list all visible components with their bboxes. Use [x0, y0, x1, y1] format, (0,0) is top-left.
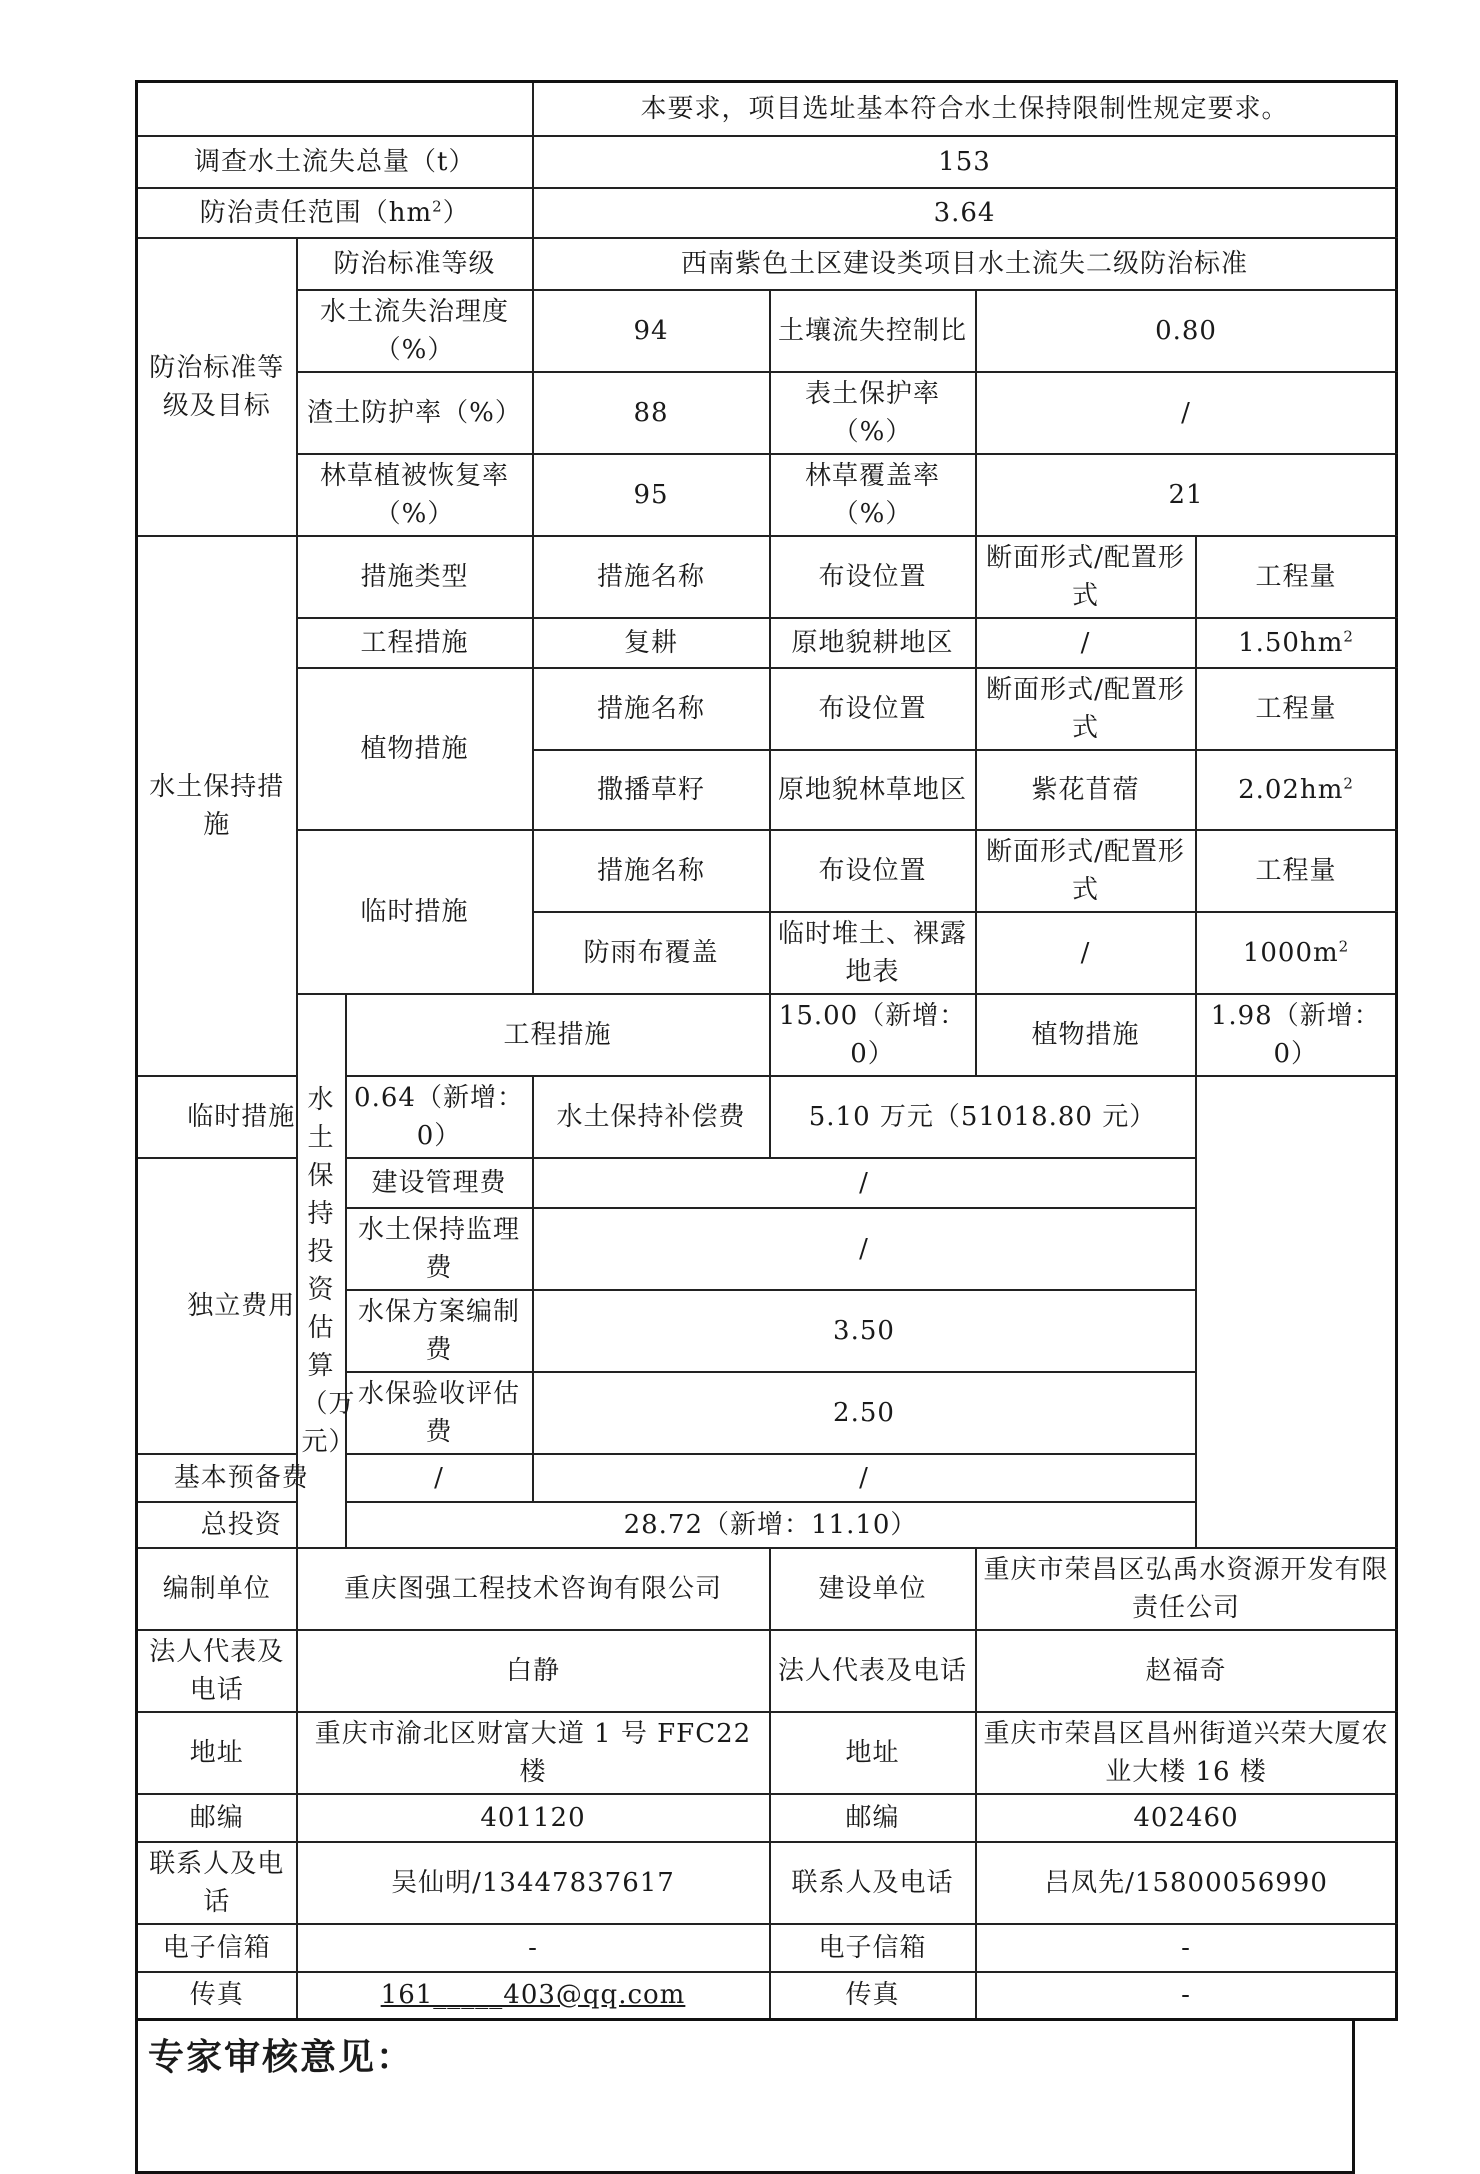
soil-loss-total-label: 调查水土流失总量（t）: [137, 136, 533, 188]
fee-label: 水土保持监理费: [346, 1208, 533, 1290]
plant-form-header: 断面形式/配置形式: [976, 668, 1196, 750]
email-label: 电子信箱: [137, 1924, 297, 1972]
responsibility-scope-value: 3.64: [533, 188, 1397, 238]
builder-label: 建设单位: [770, 1548, 976, 1630]
address-b: 重庆市荣昌区昌州街道兴荣大厦农业大楼 16 楼: [976, 1712, 1397, 1794]
soil-loss-total-value: 153: [533, 136, 1397, 188]
standard-section-label: 防治标准等级及目标: [137, 238, 297, 536]
loss-control-ratio-label: 土壤流失控制比: [770, 290, 976, 372]
location-compliance-note: 本要求，项目选址基本符合水土保持限制性规定要求。: [533, 82, 1397, 136]
contact-person-label: 联系人及电话: [137, 1842, 297, 1924]
temporary-location-header: 布设位置: [770, 830, 976, 912]
measure-location-header: 布设位置: [770, 536, 976, 618]
address-label-b: 地址: [770, 1712, 976, 1794]
plant-name-header: 措施名称: [533, 668, 770, 750]
engineering-measure-quantity: $1.50hm^2$: [1196, 618, 1397, 668]
blank-cell: [137, 82, 533, 136]
plant-measure-location: 原地貌林草地区: [770, 750, 976, 830]
loss-control-ratio-value: 0.80: [976, 290, 1397, 372]
vegetation-recovery-rate-label: 林草植被恢复率（%）: [297, 454, 533, 536]
temporary-name-header: 措施名称: [533, 830, 770, 912]
temporary-measure-name: 防雨布覆盖: [533, 912, 770, 994]
email-b: -: [976, 1924, 1397, 1972]
fee-label: 水保方案编制费: [346, 1290, 533, 1372]
plant-quantity-header: 工程量: [1196, 668, 1397, 750]
grade-value: 西南紫色土区建设类项目水土流失二级防治标准: [533, 238, 1397, 290]
measures-section-label: 水土保持措施: [137, 536, 297, 1076]
postcode-a: 401120: [297, 1794, 770, 1842]
vegetation-coverage-rate-value: 21: [976, 454, 1397, 536]
compiler-label: 编制单位: [137, 1548, 297, 1630]
expert-review-box: [135, 2021, 1355, 2174]
reserve-fee-value-a: /: [346, 1454, 533, 1502]
total-investment-label: 总投资: [137, 1502, 346, 1548]
fax-b: -: [976, 1972, 1397, 2020]
plant-measure-name: 撒播草籽: [533, 750, 770, 830]
temporary-measure-type: 临时措施: [297, 830, 533, 994]
reserve-fee-value-b: /: [533, 1454, 1196, 1502]
fax-label-b: 传真: [770, 1972, 976, 2020]
plant-location-header: 布设位置: [770, 668, 976, 750]
engineering-measure-form: /: [976, 618, 1196, 668]
treatment-rate-label: 水土流失治理度（%）: [297, 290, 533, 372]
plant-measure-type: 植物措施: [297, 668, 533, 830]
temporary-form-header: 断面形式/配置形式: [976, 830, 1196, 912]
measure-form-header: 断面形式/配置形式: [976, 536, 1196, 618]
inv-temporary-label: 临时措施: [137, 1076, 346, 1158]
spoil-protection-rate-label: 渣土防护率（%）: [297, 372, 533, 454]
address-label: 地址: [137, 1712, 297, 1794]
contact-person-a: 吴仙明/13447837617: [297, 1842, 770, 1924]
independent-fee-label: 独立费用: [137, 1158, 346, 1454]
legal-rep-label-b: 法人代表及电话: [770, 1630, 976, 1712]
postcode-label: 邮编: [137, 1794, 297, 1842]
email-a: -: [297, 1924, 770, 1972]
postcode-b: 402460: [976, 1794, 1397, 1842]
topsoil-protection-rate-value: /: [976, 372, 1397, 454]
email-label-b: 电子信箱: [770, 1924, 976, 1972]
measure-quantity-header: 工程量: [1196, 536, 1397, 618]
postcode-label-b: 邮编: [770, 1794, 976, 1842]
vegetation-coverage-rate-label: 林草覆盖率（%）: [770, 454, 976, 536]
reserve-fee-label: 基本预备费: [137, 1454, 346, 1502]
contact-person-label-b: 联系人及电话: [770, 1842, 976, 1924]
engineering-measure-location: 原地貌耕地区: [770, 618, 976, 668]
contact-person-b: 吕凤先/15800056990: [976, 1842, 1397, 1924]
temporary-quantity-header: 工程量: [1196, 830, 1397, 912]
fee-label: 建设管理费: [346, 1158, 533, 1208]
compiler-value: 重庆图强工程技术咨询有限公司: [297, 1548, 770, 1630]
address-a: 重庆市渝北区财富大道 1 号 FFC22 楼: [297, 1712, 770, 1794]
plant-measure-quantity: $2.02hm^2$: [1196, 750, 1397, 830]
engineering-measure-type: 工程措施: [297, 618, 533, 668]
measure-name-header: 措施名称: [533, 536, 770, 618]
spoil-protection-rate-value: 88: [533, 372, 770, 454]
form-page: [135, 80, 1389, 2174]
topsoil-protection-rate-label: 表土保护率（%）: [770, 372, 976, 454]
temporary-measure-quantity: $1000m^2$: [1196, 912, 1397, 994]
compensation-fee-label: 水土保持补偿费: [533, 1076, 770, 1158]
fax-a: 161_____403@qq.com: [297, 1972, 770, 2020]
fee-value: /: [533, 1158, 1196, 1208]
inv-engineering-label: 工程措施: [346, 994, 770, 1076]
builder-value: 重庆市荣昌区弘禹水资源开发有限责任公司: [976, 1548, 1397, 1630]
investment-section-label: 水土保持投资估算（万元）: [297, 994, 346, 1548]
fee-value: 3.50: [533, 1290, 1196, 1372]
plant-measure-form: 紫花苜蓿: [976, 750, 1196, 830]
legal-rep-label: 法人代表及电话: [137, 1630, 297, 1712]
measure-type-header: 措施类型: [297, 536, 533, 618]
vegetation-recovery-rate-value: 95: [533, 454, 770, 536]
fax-label: 传真: [137, 1972, 297, 2020]
fee-label: 水保验收评估费: [346, 1372, 533, 1454]
fee-value: /: [533, 1208, 1196, 1290]
soil-conservation-form: [135, 80, 1398, 2021]
inv-plant-value: 1.98（新增：0）: [1196, 994, 1397, 1076]
expert-review-title: 专家审核意见：: [148, 2037, 415, 2078]
fee-value: 2.50: [533, 1372, 1196, 1454]
legal-rep-a: 白静: [297, 1630, 770, 1712]
inv-temporary-value: 0.64（新增：0）: [346, 1076, 533, 1158]
temporary-measure-location: 临时堆土、裸露地表: [770, 912, 976, 994]
engineering-measure-name: 复耕: [533, 618, 770, 668]
grade-label: 防治标准等级: [297, 238, 533, 290]
compensation-fee-value: 5.10 万元（51018.80 元）: [770, 1076, 1196, 1158]
temporary-measure-form: /: [976, 912, 1196, 994]
total-investment-value: 28.72（新增：11.10）: [346, 1502, 1196, 1548]
inv-engineering-value: 15.00（新增：0）: [770, 994, 976, 1076]
legal-rep-b: 赵福奇: [976, 1630, 1397, 1712]
treatment-rate-value: 94: [533, 290, 770, 372]
inv-plant-label: 植物措施: [976, 994, 1196, 1076]
responsibility-scope-label: 防治责任范围$(hm^2)$: [137, 188, 533, 238]
